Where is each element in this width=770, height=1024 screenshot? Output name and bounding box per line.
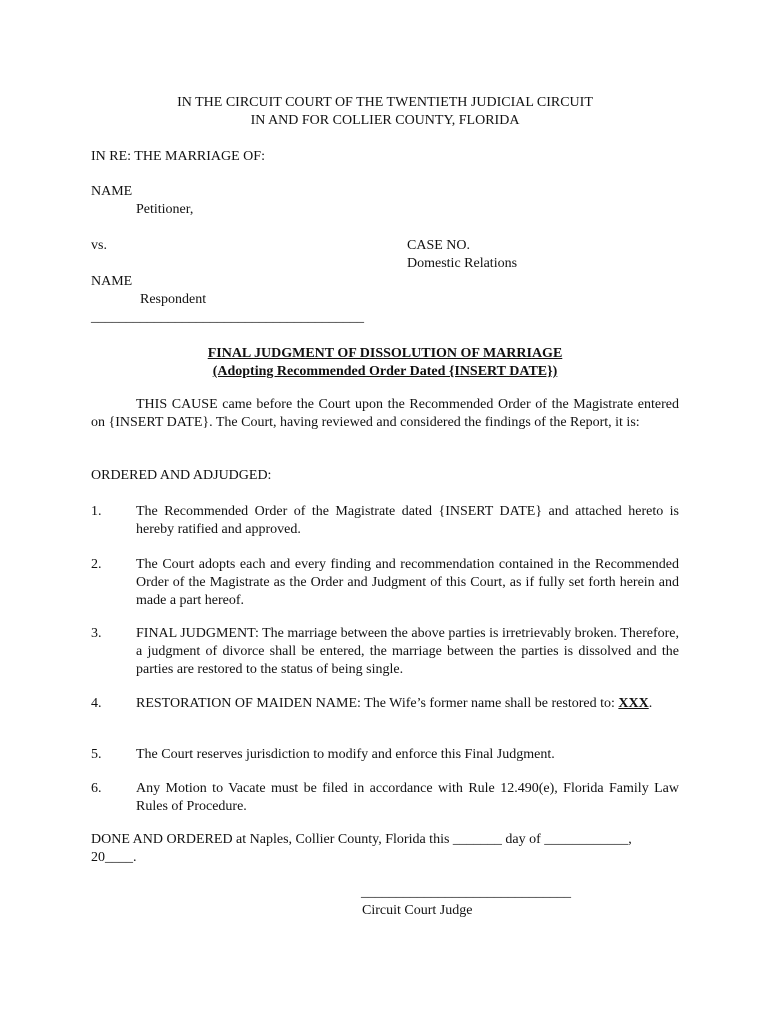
case-number-label: CASE NO. — [407, 238, 471, 253]
signature-label: Circuit Court Judge — [362, 903, 473, 918]
document-subtitle: (Adopting Recommended Order Dated {INSERT DATE}) — [212, 364, 558, 379]
ordered-heading: ORDERED AND ADJUDGED: — [91, 468, 272, 483]
done-and-ordered-line1: DONE AND ORDERED at Naples, Collier County, Florida this _______ day of ____________, — [91, 832, 632, 847]
petitioner-name: NAME — [91, 184, 133, 199]
list-item-number: 2. — [91, 557, 102, 572]
respondent-name: NAME — [91, 274, 133, 289]
intro-paragraph: THIS CAUSE came before the Court upon the Recommended Order of the Magistrate entered on {INSERT DATE}. The Court, having reviewed and considered the findings of the Report, it is: — [91, 397, 679, 430]
petitioner-role: Petitioner, — [136, 202, 194, 217]
list-item-text: The Recommended Order of the Magistrate dated {INSERT DATE} and attached hereto is hereby ratified and approved. — [136, 504, 679, 537]
list-item-text: The Court reserves jurisdiction to modify and enforce this Final Judgment. — [136, 747, 555, 762]
list-item-number: 6. — [91, 781, 102, 796]
document-title: FINAL JUDGMENT OF DISSOLUTION OF MARRIAGE — [207, 346, 563, 361]
signature-line: ______________________________ — [361, 885, 571, 900]
respondent-role: Respondent — [140, 292, 207, 307]
versus-label: vs. — [91, 238, 107, 253]
list-item-text: The Court adopts each and every finding and recommendation contained in the Recommended Order of the Magistrate as the Order and Judgment of this Court, as if fully set forth herein and made a part hereof. — [136, 557, 679, 608]
list-item-number: 1. — [91, 504, 102, 519]
list-item-text — [136, 695, 679, 713]
maiden-name-suffix: . — [648, 696, 653, 711]
court-header-line2: IN AND FOR COLLIER COUNTY, FLORIDA — [250, 113, 520, 128]
list-item-number: 5. — [91, 747, 102, 762]
court-header-line1: IN THE CIRCUIT COURT OF THE TWENTIETH JUDICIAL CIRCUIT — [177, 95, 593, 110]
list-item-number: 3. — [91, 626, 102, 641]
maiden-name-clause: RESTORATION OF MAIDEN NAME: The Wife’s former name shall be restored to: — [136, 696, 615, 711]
caption-rule: _______________________________________ — [91, 310, 364, 325]
maiden-name-value: XXX — [618, 696, 649, 711]
list-item-text: Any Motion to Vacate must be filed in accordance with Rule 12.490(e), Florida Family Law Rules of Procedure. — [136, 781, 679, 814]
list-item-number: 4. — [91, 696, 102, 711]
in-re-label: IN RE: THE MARRIAGE OF: — [91, 149, 265, 164]
list-item-text: FINAL JUDGMENT: The marriage between the above parties is irretrievably broken. Therefore, a judgment of divorce shall be entered, the marriage between the parties is dissolved and the parties are restored to the status of being single. — [136, 626, 679, 677]
done-and-ordered-line2: 20____. — [91, 850, 137, 865]
division-label: Domestic Relations — [407, 256, 518, 271]
